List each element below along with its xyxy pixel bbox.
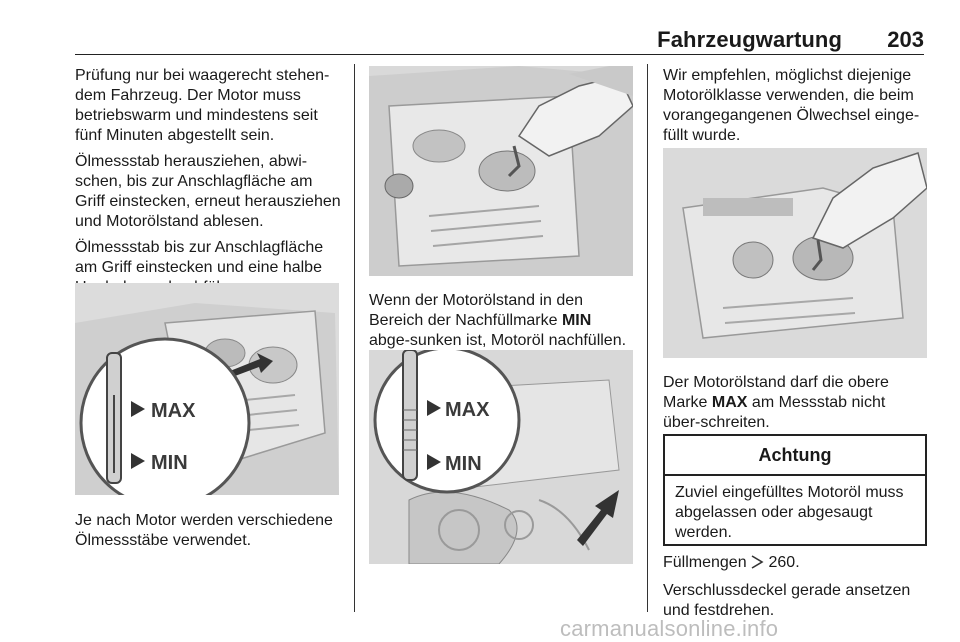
paragraph: Füllmengen 260. <box>663 553 927 575</box>
arrow-reference-icon <box>751 555 764 575</box>
paragraph: Der Motorölstand darf die obere Marke MAX am Messstab nicht über-schreiten. <box>663 374 889 431</box>
max-label: MAX <box>445 399 490 421</box>
section-title: Fahrzeugwartung <box>657 27 842 52</box>
notice-heading: Achtung <box>665 436 925 476</box>
column-1-caption <box>75 511 343 557</box>
paragraph: Je nach Motor werden verschiedene Ölmessstäbe verwendet. <box>75 512 333 549</box>
paragraph: Ölmessstab herausziehen, abwi-schen, bis zur Anschlagfläche am Griff einstecken, erneut herausziehen und Motorölstand ablesen. <box>75 153 341 230</box>
page-number: 203 <box>887 27 924 52</box>
column-3-text-2 <box>663 373 927 439</box>
min-mark: MIN <box>561 312 592 329</box>
min-label: MIN <box>445 453 482 475</box>
notice-body: Zuviel eingefülltes Motoröl muss abgelassen oder abgesaugt werden. <box>675 484 904 541</box>
max-mark: MAX <box>711 394 748 411</box>
paragraph: Prüfung nur bei waagerecht stehen-dem Fahrzeug. Der Motor muss betriebswarm und mindestens seit fünf Minuten abgestellt sein. <box>75 67 330 144</box>
min-label: MIN <box>151 452 188 474</box>
dipstick-figure-2 <box>369 350 633 564</box>
page-header <box>0 0 960 52</box>
column-2-text <box>369 291 633 357</box>
column-divider-2 <box>647 64 648 612</box>
column-divider-1 <box>354 64 355 612</box>
column-3-text <box>663 66 927 152</box>
oil-filling-figure-1 <box>369 66 633 276</box>
dipstick-figure-1 <box>75 283 339 495</box>
caution-notice <box>663 434 927 546</box>
oil-filling-figure-2 <box>663 148 927 358</box>
watermark: carmanualsonline.info <box>560 616 779 641</box>
paragraph: Ölmessstab bis zur Anschlagfläche am Griff einstecken und eine halbe <box>75 239 324 276</box>
max-label: MAX <box>151 400 196 422</box>
paragraph: Wenn der Motorölstand in den Bereich der Nachfüllmarke MIN abge-sunken ist, Motoröl nachfüllen. <box>369 292 627 349</box>
column-1-text <box>75 66 343 304</box>
paragraph: Wir empfehlen, möglichst diejenige Motorölklasse verwenden, die beim vorangegangenen Ölwechsel einge-füllt wurde. <box>663 67 920 144</box>
paragraph: Verschlussdeckel gerade ansetzen und festdrehen. <box>663 582 911 619</box>
header-divider <box>75 54 924 55</box>
